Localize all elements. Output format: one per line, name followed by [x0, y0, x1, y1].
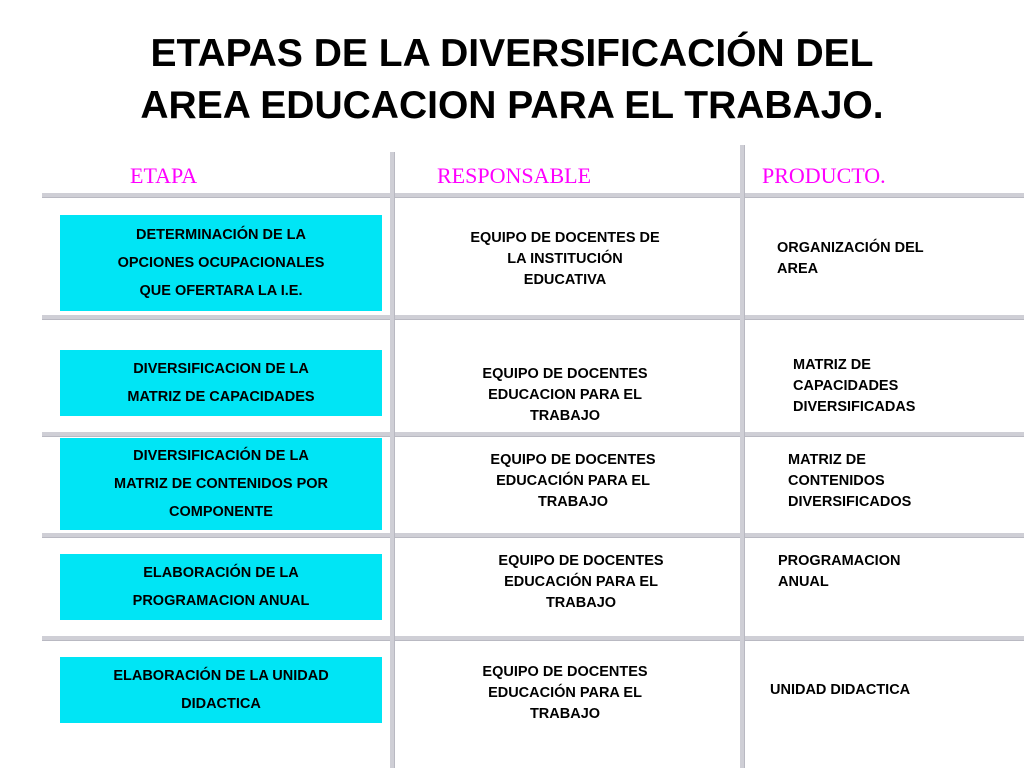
- grid-line-row-4: [42, 636, 1024, 641]
- etapa-cell: [60, 438, 382, 530]
- responsable-line: EDUCACIÓN PARA EL: [496, 473, 650, 489]
- etapa-line: ELABORACIÓN DE LA: [143, 565, 299, 581]
- producto-line: ORGANIZACIÓN DEL: [777, 240, 924, 256]
- responsable-line: LA INSTITUCIÓN: [507, 251, 623, 267]
- etapa-cell: [60, 554, 382, 620]
- etapa-cell: [60, 215, 382, 311]
- responsable-line: EDUCATIVA: [523, 272, 607, 288]
- producto-line: MATRIZ DE: [793, 357, 871, 373]
- etapa-line: DIVERSIFICACION DE LA: [133, 361, 309, 377]
- etapa-line: DIDACTICA: [181, 696, 261, 712]
- producto-cell: [778, 551, 1013, 593]
- responsable-cell: [428, 450, 718, 513]
- producto-line: CONTENIDOS: [788, 473, 885, 489]
- page-title: [40, 28, 984, 132]
- title-line-1: ETAPAS DE LA DIVERSIFICACIÓN DEL: [150, 32, 874, 75]
- etapa-line: COMPONENTE: [169, 504, 273, 520]
- responsable-line: TRABAJO: [529, 706, 601, 722]
- producto-cell: [793, 355, 1013, 418]
- etapa-cell: [60, 350, 382, 416]
- grid-line-row-3: [42, 533, 1024, 538]
- producto-line: UNIDAD DIDACTICA: [770, 682, 911, 698]
- producto-line: PROGRAMACION: [778, 553, 901, 569]
- grid-line-row-2: [42, 432, 1024, 437]
- producto-line: AREA: [777, 261, 819, 277]
- etapa-line: ELABORACIÓN DE LA UNIDAD: [113, 668, 329, 684]
- responsable-line: TRABAJO: [529, 408, 601, 424]
- etapa-line: MATRIZ DE CONTENIDOS POR: [113, 476, 328, 492]
- producto-cell: [770, 680, 1010, 701]
- header-etapa: ETAPA: [130, 163, 198, 188]
- title-line-2: AREA EDUCACION PARA EL TRABAJO.: [140, 84, 884, 127]
- grid-line-row-1: [42, 315, 1024, 320]
- responsable-line: EQUIPO DE DOCENTES DE: [470, 230, 660, 246]
- etapa-line: DIVERSIFICACIÓN DE LA: [133, 448, 309, 464]
- producto-line: CAPACIDADES: [793, 378, 899, 394]
- producto-line: ANUAL: [778, 574, 829, 590]
- responsable-line: EDUCACION PARA EL: [488, 387, 642, 403]
- responsable-cell: [420, 662, 710, 725]
- grid-line-header: [42, 193, 1024, 198]
- responsable-line: EDUCACIÓN PARA EL: [504, 574, 658, 590]
- responsable-cell: [420, 364, 710, 427]
- etapa-line: OPCIONES OCUPACIONALES: [117, 255, 325, 271]
- responsable-line: EDUCACIÓN PARA EL: [488, 685, 642, 701]
- producto-cell: [788, 450, 1013, 513]
- responsable-line: EQUIPO DE DOCENTES: [482, 366, 648, 382]
- etapa-line: MATRIZ DE CAPACIDADES: [127, 389, 315, 405]
- responsable-line: EQUIPO DE DOCENTES: [498, 553, 664, 569]
- producto-line: DIVERSIFICADAS: [793, 399, 916, 415]
- etapa-line: PROGRAMACION ANUAL: [132, 593, 310, 609]
- producto-cell: [777, 238, 1017, 280]
- grid-line-col-2: [740, 145, 745, 768]
- header-responsable: RESPONSABLE: [437, 163, 592, 188]
- responsable-line: EQUIPO DE DOCENTES: [490, 452, 656, 468]
- header-producto: PRODUCTO.: [762, 163, 886, 188]
- responsable-line: TRABAJO: [545, 595, 617, 611]
- responsable-line: EQUIPO DE DOCENTES: [482, 664, 648, 680]
- etapa-cell: [60, 657, 382, 723]
- responsable-cell: [420, 228, 710, 291]
- responsable-cell: [436, 551, 726, 614]
- grid-line-col-1: [390, 152, 395, 768]
- etapa-line: DETERMINACIÓN DE LA: [136, 227, 306, 243]
- responsable-line: TRABAJO: [537, 494, 609, 510]
- etapa-line: QUE OFERTARA LA I.E.: [139, 283, 303, 299]
- producto-line: MATRIZ DE: [788, 452, 866, 468]
- producto-line: DIVERSIFICADOS: [788, 494, 912, 510]
